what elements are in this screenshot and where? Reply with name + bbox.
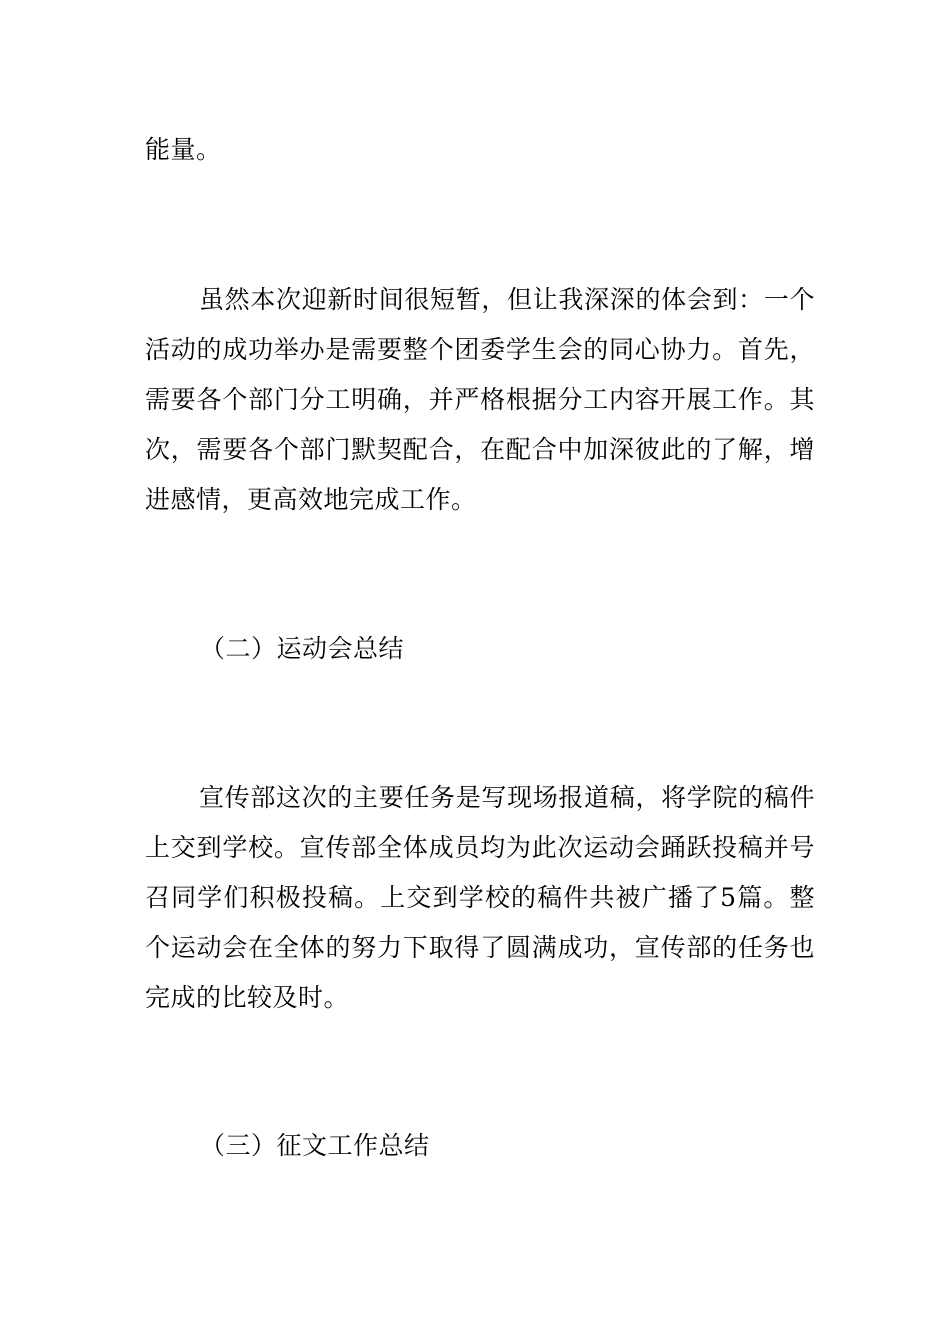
paragraph-sports-meet: 宣传部这次的主要任务是写现场报道稿，将学院的稿件上交到学校。宣传部全体成员均为此次运动会踊跃投稿并号召同学们积极投稿。上交到学校的稿件共被广播了5篇。整个运动会在全体的努力下取得了圆满成功，宣传部的任务也完成的比较及时。	[145, 783, 815, 1012]
paragraph-welcome-summary: 虽然本次迎新时间很短暂，但让我深深的体会到：一个活动的成功举办是需要整个团委学生会的同心协力。首先，需要各个部门分工明确，并严格根据分工内容开展工作。其次，需要各个部门默契配合，在配合中加深彼此的了解，增进感情，更高效地完成工作。	[145, 285, 815, 514]
continuation-text: 能量。	[145, 135, 222, 164]
section-heading-sports-meet: （二）运动会总结	[200, 634, 405, 663]
section-heading-essay-contest: （三）征文工作总结	[200, 1131, 430, 1160]
